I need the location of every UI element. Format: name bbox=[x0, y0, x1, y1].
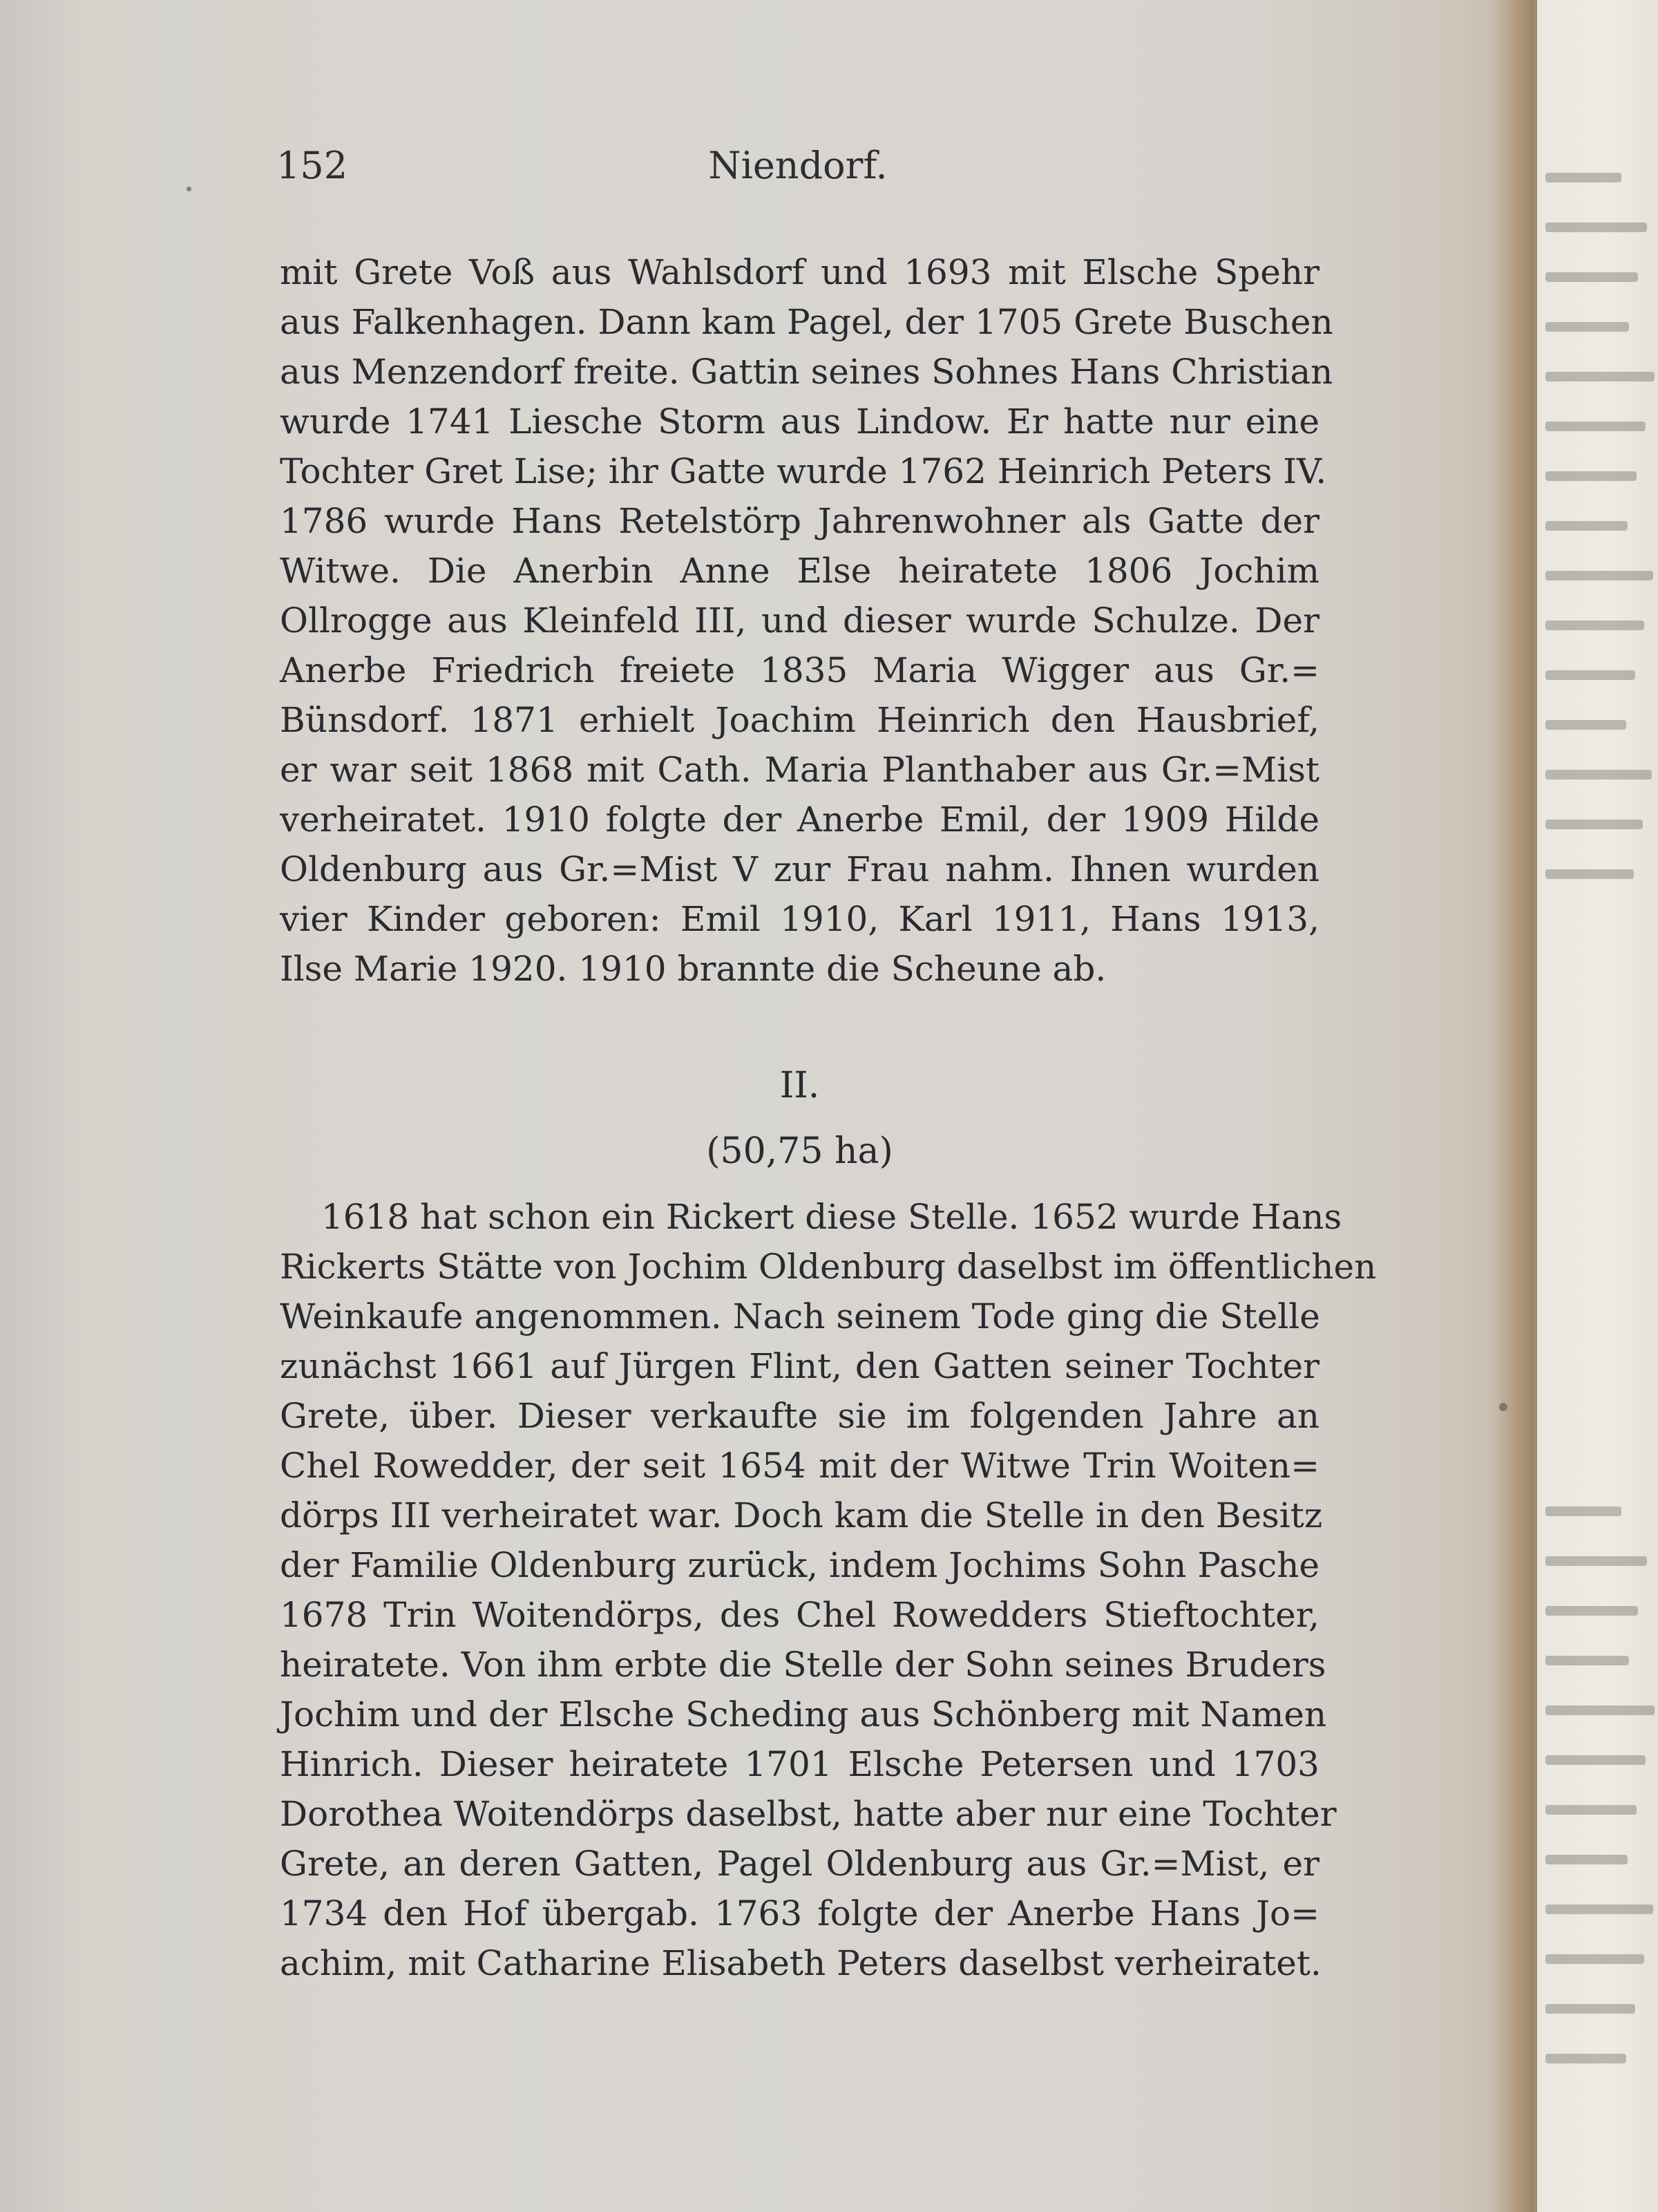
adjacent-page-text-line bbox=[1545, 1855, 1628, 1864]
text-line: der Familie Oldenburg zurück, indem Jochims Sohn Pasche bbox=[280, 1545, 1319, 1585]
text-line: Oldenburg aus Gr.=Mist V zur Frau nahm. Ihnen wurden bbox=[280, 849, 1319, 889]
adjacent-page-edge bbox=[1537, 0, 1658, 2212]
adjacent-page-text-line bbox=[1545, 2004, 1635, 2014]
paper-speck bbox=[187, 187, 191, 191]
section-numeral: II. bbox=[779, 1065, 820, 1106]
adjacent-page-text-line bbox=[1545, 322, 1629, 332]
section-area: (50,75 ha) bbox=[706, 1131, 893, 1172]
adjacent-page-text-line bbox=[1545, 1705, 1655, 1715]
adjacent-page-text-line bbox=[1545, 720, 1626, 730]
text-line: Ollrogge aus Kleinfeld III, und dieser wurde Schulze. Der bbox=[280, 601, 1319, 641]
text-line: Jochim und der Elsche Scheding aus Schönberg mit Namen bbox=[280, 1694, 1327, 1734]
adjacent-page-text-line bbox=[1545, 670, 1635, 680]
adjacent-page-text-line bbox=[1545, 521, 1628, 531]
text-line: Tochter Gret Lise; ihr Gatte wurde 1762 Heinrich Peters IV. bbox=[280, 451, 1327, 491]
adjacent-page-text-line bbox=[1545, 1506, 1621, 1516]
text-line: Bünsdorf. 1871 erhielt Joachim Heinrich den Hausbrief, bbox=[280, 700, 1319, 740]
adjacent-page-text-line bbox=[1545, 1656, 1629, 1665]
adjacent-page-text-line bbox=[1545, 621, 1644, 630]
adjacent-page-text-line bbox=[1545, 223, 1647, 232]
text-line: 1786 wurde Hans Retelstörp Jahrenwohner als Gatte der bbox=[280, 501, 1319, 541]
text-line: Dorothea Woitendörps daselbst, hatte aber nur eine Tochter bbox=[280, 1794, 1337, 1834]
text-line: dörps III verheiratet war. Doch kam die Stelle in den Besitz bbox=[280, 1495, 1323, 1535]
text-line: 1734 den Hof übergab. 1763 folgte der Anerbe Hans Jo= bbox=[280, 1893, 1319, 1934]
text-line: wurde 1741 Liesche Storm aus Lindow. Er hatte nur eine bbox=[280, 401, 1319, 442]
text-line: aus Falkenhagen. Dann kam Pagel, der 1705 Grete Buschen bbox=[280, 302, 1333, 342]
text-line: er war seit 1868 mit Cath. Maria Planthaber aus Gr.=Mist bbox=[280, 750, 1319, 790]
text-line: zunächst 1661 auf Jürgen Flint, den Gatten seiner Tochter bbox=[280, 1346, 1319, 1386]
adjacent-page-text-line bbox=[1545, 571, 1653, 580]
adjacent-page-text-line bbox=[1545, 820, 1643, 829]
adjacent-page-text-line bbox=[1545, 1904, 1653, 1914]
adjacent-page-text-line bbox=[1545, 770, 1652, 779]
adjacent-page-text-line bbox=[1545, 1755, 1646, 1765]
adjacent-page-text-line bbox=[1545, 173, 1621, 182]
text-line: achim, mit Catharine Elisabeth Peters daselbst verheiratet. bbox=[280, 1943, 1322, 1983]
paragraph-farm-ii bbox=[280, 1192, 1377, 1988]
text-line: 1618 hat schon ein Rickert diese Stelle. 1652 wurde Hans bbox=[321, 1197, 1342, 1237]
adjacent-page-text-line bbox=[1545, 2054, 1626, 2063]
adjacent-page-text-line bbox=[1545, 1805, 1637, 1815]
page-number: 152 bbox=[276, 144, 348, 187]
text-line: verheiratet. 1910 folgte der Anerbe Emil, der 1909 Hilde bbox=[280, 800, 1319, 840]
text-line: Grete, an deren Gatten, Pagel Oldenburg aus Gr.=Mist, er bbox=[280, 1844, 1319, 1884]
text-line: Hinrich. Dieser heiratete 1701 Elsche Petersen und 1703 bbox=[280, 1744, 1319, 1784]
text-line: Anerbe Friedrich freiete 1835 Maria Wigger aus Gr.= bbox=[280, 650, 1319, 690]
adjacent-page-text-line bbox=[1545, 471, 1637, 481]
adjacent-page-text-line bbox=[1545, 372, 1655, 381]
adjacent-page-text-line bbox=[1545, 1556, 1647, 1566]
text-line: Ilse Marie 1920. 1910 brannte die Scheune ab. bbox=[280, 949, 1107, 989]
text-line: Witwe. Die Anerbin Anne Else heiratete 1806 Jochim bbox=[280, 551, 1319, 591]
adjacent-page-text-line bbox=[1545, 1954, 1644, 1964]
text-line: mit Grete Voß aus Wahlsdorf und 1693 mit Elsche Spehr bbox=[280, 252, 1319, 292]
adjacent-page-text-line bbox=[1545, 272, 1638, 282]
page-header bbox=[276, 138, 1319, 193]
book-gutter bbox=[1492, 0, 1541, 2212]
text-line: Weinkaufe angenommen. Nach seinem Tode ging die Stelle bbox=[280, 1296, 1320, 1336]
text-line: aus Menzendorf freite. Gattin seines Sohnes Hans Christian bbox=[280, 352, 1333, 392]
adjacent-page-text-line bbox=[1545, 869, 1634, 879]
adjacent-page-text-line bbox=[1545, 422, 1646, 431]
adjacent-page-text-line bbox=[1545, 1606, 1638, 1616]
paragraph-farm-i-continuation bbox=[280, 247, 1333, 994]
text-line: Chel Rowedder, der seit 1654 mit der Witwe Trin Woiten= bbox=[280, 1446, 1319, 1486]
text-line: Rickerts Stätte von Jochim Oldenburg daselbst im öffentlichen bbox=[280, 1247, 1377, 1287]
running-title: Niendorf. bbox=[708, 144, 888, 187]
text-line: heiratete. Von ihm erbte die Stelle der Sohn seines Bruders bbox=[280, 1645, 1326, 1685]
text-line: vier Kinder geboren: Emil 1910, Karl 1911, Hans 1913, bbox=[280, 899, 1319, 939]
text-line: 1678 Trin Woitendörps, des Chel Rowedders Stieftochter, bbox=[280, 1595, 1319, 1635]
text-line: Grete, über. Dieser verkaufte sie im folgenden Jahre an bbox=[280, 1396, 1319, 1436]
